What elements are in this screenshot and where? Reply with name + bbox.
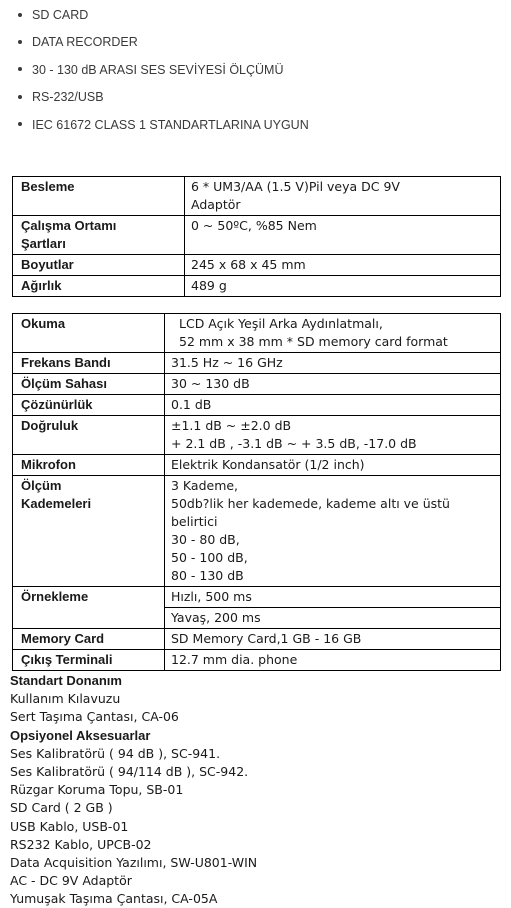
feature-text: 30 - 130 dB ARASI SES SEVİYESİ ÖLÇÜMÜ xyxy=(32,62,284,77)
list-item: SD Card ( 2 GB ) xyxy=(10,800,113,816)
spec-value xyxy=(165,476,501,587)
spec-value-line: ±1.1 dB ~ ±2.0 dB xyxy=(171,418,292,433)
feature-text: IEC 61672 CLASS 1 STANDARTLARINA UYGUN xyxy=(32,117,309,132)
spec-value: 0 ~ 50ºC, %85 Nem xyxy=(185,216,501,255)
spec-label: Okuma xyxy=(13,314,165,353)
table-row xyxy=(13,629,501,650)
spec-value-line: + 2.1 dB , -3.1 dB ~ + 3.5 dB, -17.0 dB xyxy=(171,436,417,451)
feature-item xyxy=(18,2,309,29)
spec-value: Yavaş, 200 ms xyxy=(165,608,501,629)
spec-label-line: Kademeleri xyxy=(21,496,92,511)
feature-text: RS-232/USB xyxy=(32,90,104,105)
spec-label: Frekans Bandı xyxy=(13,353,165,374)
table-row xyxy=(13,587,501,608)
spec-value-line: 52 mm x 38 mm * SD memory card format xyxy=(179,334,448,349)
spec-value-line: LCD Açık Yeşil Arka Aydınlatmalı, xyxy=(179,316,383,331)
bullet-icon xyxy=(18,13,22,17)
list-item: Yumuşak Taşıma Çantası, CA-05A xyxy=(10,891,218,907)
spec-value-line: Adaptör xyxy=(191,197,241,212)
list-item: AC - DC 9V Adaptör xyxy=(10,873,132,889)
bullet-icon xyxy=(18,40,22,44)
spec-value-line: 50 - 100 dB, xyxy=(171,550,248,565)
accessories-section xyxy=(10,672,257,908)
spec-label: Mikrofon xyxy=(13,455,165,476)
list-item: RS232 Kablo, UPCB-02 xyxy=(10,836,152,852)
feature-list xyxy=(18,2,309,139)
spec-value: Elektrik Kondansatör (1/2 inch) xyxy=(165,455,501,476)
table-row xyxy=(13,395,501,416)
feature-text: SD CARD xyxy=(32,8,89,22)
list-item: Ses Kalibratörü ( 94 dB ), SC-941. xyxy=(10,745,221,761)
table-row xyxy=(13,314,501,353)
table-row xyxy=(13,353,501,374)
table-row xyxy=(13,177,501,216)
table-row xyxy=(13,416,501,455)
list-item: Ses Kalibratörü ( 94/114 dB ), SC-942. xyxy=(10,763,249,779)
list-item: Data Acquisition Yazılımı, SW-U801-WIN xyxy=(10,854,258,870)
spec-label xyxy=(13,476,165,587)
spec-label: Besleme xyxy=(13,177,185,216)
spec-value xyxy=(165,416,501,455)
spec-value: Hızlı, 500 ms xyxy=(165,587,501,608)
spec-value: 31.5 Hz ~ 16 GHz xyxy=(165,353,501,374)
spec-label: Ağırlık xyxy=(13,276,185,297)
spec-value-line: 50db?lik her kademede, kademe altı ve üstü xyxy=(171,496,450,511)
feature-text: DATA RECORDER xyxy=(32,35,138,50)
list-item: Rüzgar Koruma Topu, SB-01 xyxy=(10,782,184,798)
standard-equipment-heading: Standart Donanım xyxy=(10,673,122,688)
spec-value xyxy=(185,177,501,216)
feature-item xyxy=(18,112,309,139)
general-specs-table xyxy=(12,176,501,297)
list-item: Sert Taşıma Çantası, CA-06 xyxy=(10,709,179,725)
spec-value xyxy=(165,314,501,353)
spec-label: Doğruluk xyxy=(13,416,165,455)
bullet-icon xyxy=(18,122,22,126)
spec-value-line: 3 Kademe, xyxy=(171,478,239,493)
table-row xyxy=(13,374,501,395)
feature-item xyxy=(18,57,309,84)
spec-label: Ölçüm Sahası xyxy=(13,374,165,395)
spec-value: 245 x 68 x 45 mm xyxy=(185,255,501,276)
spec-value: 0.1 dB xyxy=(165,395,501,416)
table-row xyxy=(13,255,501,276)
spec-value: 489 g xyxy=(185,276,501,297)
table-row xyxy=(13,216,501,255)
feature-item xyxy=(18,84,309,111)
spec-value: 12.7 mm dia. phone xyxy=(165,650,501,671)
spec-label: Çalışma Ortamı Şartları xyxy=(13,216,185,255)
spec-label: Örnekleme xyxy=(13,587,165,629)
spec-value-line: 80 - 130 dB xyxy=(171,568,244,583)
spec-value: SD Memory Card,1 GB - 16 GB xyxy=(165,629,501,650)
measurement-specs-table xyxy=(12,313,501,671)
bullet-icon xyxy=(18,95,22,99)
spec-value: 30 ~ 130 dB xyxy=(165,374,501,395)
spec-value-line: belirtici xyxy=(171,514,218,529)
spec-label: Boyutlar xyxy=(13,255,185,276)
list-item: USB Kablo, USB-01 xyxy=(10,818,129,834)
spec-label-line: Ölçüm xyxy=(21,478,62,493)
spec-label: Memory Card xyxy=(13,629,165,650)
spec-value-line: 30 - 80 dB, xyxy=(171,532,240,547)
table-row xyxy=(13,650,501,671)
bullet-icon xyxy=(18,67,22,71)
optional-accessories-heading: Opsiyonel Aksesuarlar xyxy=(10,727,151,743)
table-row xyxy=(13,455,501,476)
table-row xyxy=(13,476,501,587)
spec-label: Çözünürlük xyxy=(13,395,165,416)
spec-label: Çıkış Terminali xyxy=(13,650,165,671)
feature-item xyxy=(18,29,309,56)
list-item: Kullanım Kılavuzu xyxy=(10,691,121,707)
spec-value-line: 6 * UM3/AA (1.5 V)Pil veya DC 9V xyxy=(191,179,400,194)
table-row xyxy=(13,276,501,297)
